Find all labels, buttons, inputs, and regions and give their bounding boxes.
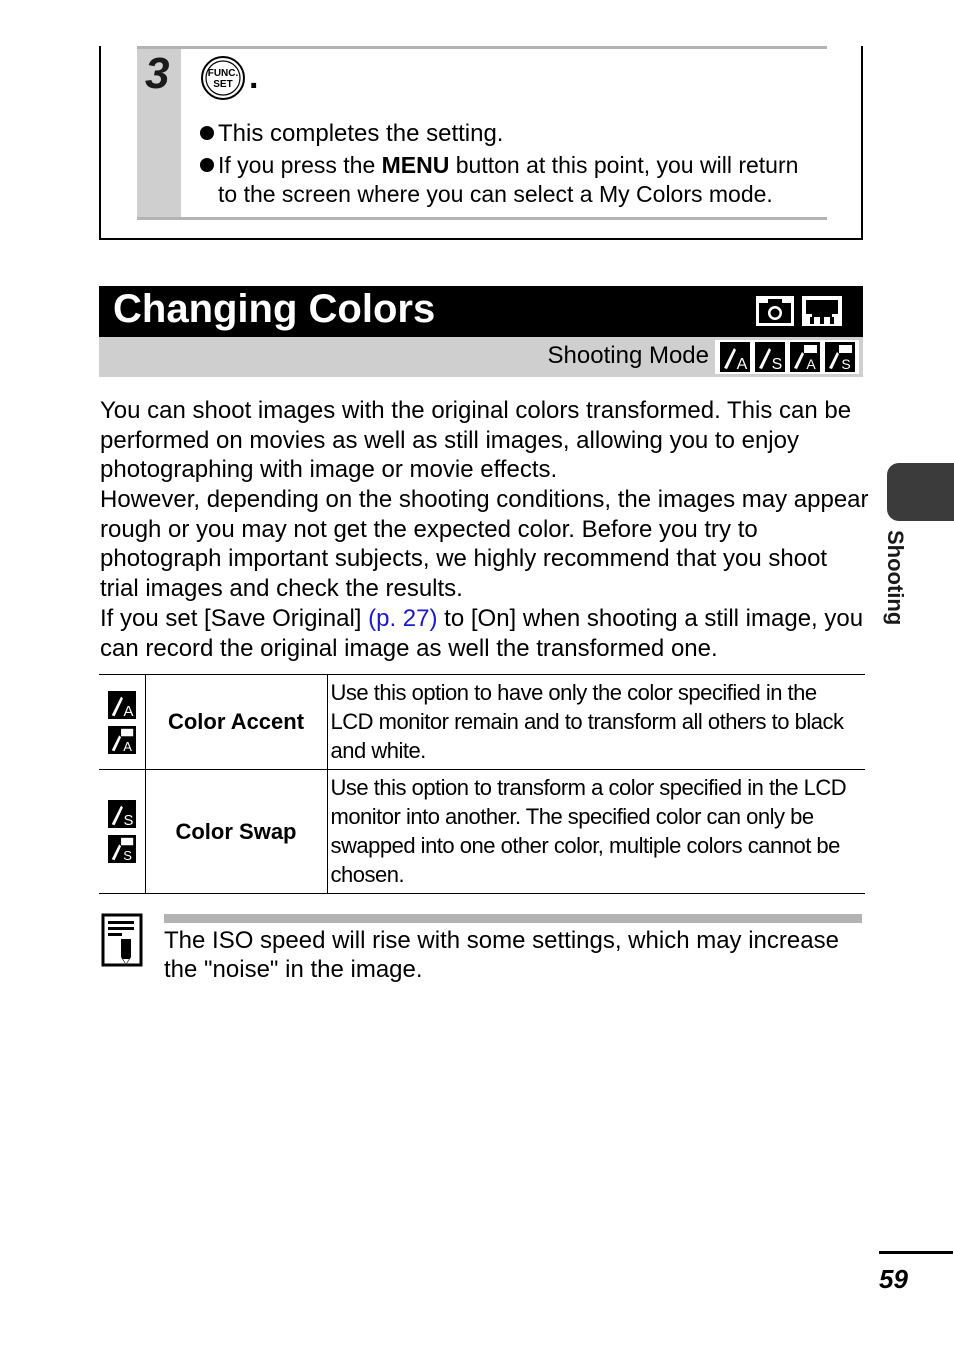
step-inner: [137, 46, 827, 220]
bullet-dot-icon: [200, 126, 214, 140]
step-period: .: [249, 58, 259, 96]
camera-icon: [756, 296, 794, 326]
section-title-bar: [99, 286, 863, 337]
color-swap-icon: [755, 342, 785, 372]
color-accent-icon: [720, 342, 750, 372]
bullet2-pre: If you press the: [218, 152, 382, 178]
svg-text:S: S: [122, 848, 132, 864]
movie-color-accent-icon: [790, 342, 820, 372]
p3-pre: If you set [Save Original]: [100, 605, 369, 632]
menu-button-label: MENU: [381, 152, 450, 178]
page-number: 59: [879, 1264, 908, 1294]
page-number-rule: [879, 1251, 953, 1254]
set-label: SET: [213, 79, 233, 90]
bullet2-line2: to the screen where you can select a My Colors mode.: [218, 181, 773, 207]
note-icon: [101, 913, 145, 971]
movie-color-accent-icon: [108, 725, 136, 755]
bullet-dot-icon: [200, 158, 214, 172]
svg-text:A: A: [805, 356, 816, 372]
shooting-mode-bar: [99, 337, 863, 377]
svg-text:A: A: [122, 738, 132, 754]
chapter-label-text: Shooting: [883, 530, 908, 626]
func-set-button-icon: [200, 55, 246, 101]
movie-camera-icon: [802, 296, 842, 326]
step-box: [99, 46, 863, 240]
note-text: The ISO speed will rise with some settings, which may increase the "noise" in the image.: [164, 927, 839, 983]
option-description: Use this option to transform a color specified in the LCD monitor into another. The specified color can only be swapped into one other color, multiple colors cannot be chosen.: [327, 770, 865, 894]
movie-color-swap-icon: [108, 834, 136, 864]
step-number-column: [137, 49, 181, 217]
warning-paragraph: However, depending on the shooting conditions, the images may appear rough or you may not get the expected color. Before you try to photograph important subjects, we highly recommend that you shoot trial images and check the results.: [100, 486, 869, 602]
save-original-paragraph: [100, 604, 870, 663]
intro-paragraph: You can shoot images with the original colors transformed. This can be performed on movies as well as still images, allowing you to enjoy photographing with image or movie effects.: [100, 397, 852, 483]
option-name: Color Accent: [145, 675, 327, 770]
shooting-mode-icons: [715, 340, 859, 374]
table-row: [99, 675, 865, 770]
svg-text:A: A: [123, 702, 134, 720]
option-description: Use this option to have only the color specified in the LCD monitor remain and to transform all others to black and white.: [327, 675, 865, 770]
movie-color-swap-icon: [825, 342, 855, 372]
color-options-table: [99, 674, 865, 894]
row-icons-cell: [99, 675, 145, 770]
note-divider: [164, 914, 862, 923]
svg-text:S: S: [771, 356, 782, 372]
svg-text:S: S: [840, 356, 851, 372]
bullet1-text: This completes the setting.: [218, 120, 504, 147]
chapter-tab: [887, 463, 954, 521]
color-accent-icon: [108, 690, 136, 720]
page-link[interactable]: (p. 27): [368, 605, 438, 632]
svg-text:A: A: [736, 356, 747, 372]
bullet-menu: [200, 151, 840, 209]
p3-post: to [On] when shooting a still image, you can record the original image as well the transformed one.: [100, 605, 864, 662]
step-number: 3: [145, 49, 170, 98]
table-row: [99, 770, 865, 894]
bullet-completes: [200, 119, 503, 148]
option-name: Color Swap: [145, 770, 327, 894]
func-label: FUNC.: [207, 68, 239, 79]
section-title: Changing Colors: [113, 287, 436, 331]
chapter-tab-label: [882, 530, 934, 642]
row-icons-cell: [99, 770, 145, 894]
color-swap-icon: [108, 799, 136, 829]
svg-text:S: S: [123, 812, 134, 829]
bullet2-post: button at this point, you will return: [449, 152, 799, 178]
shooting-mode-label: Shooting Mode: [547, 342, 709, 369]
